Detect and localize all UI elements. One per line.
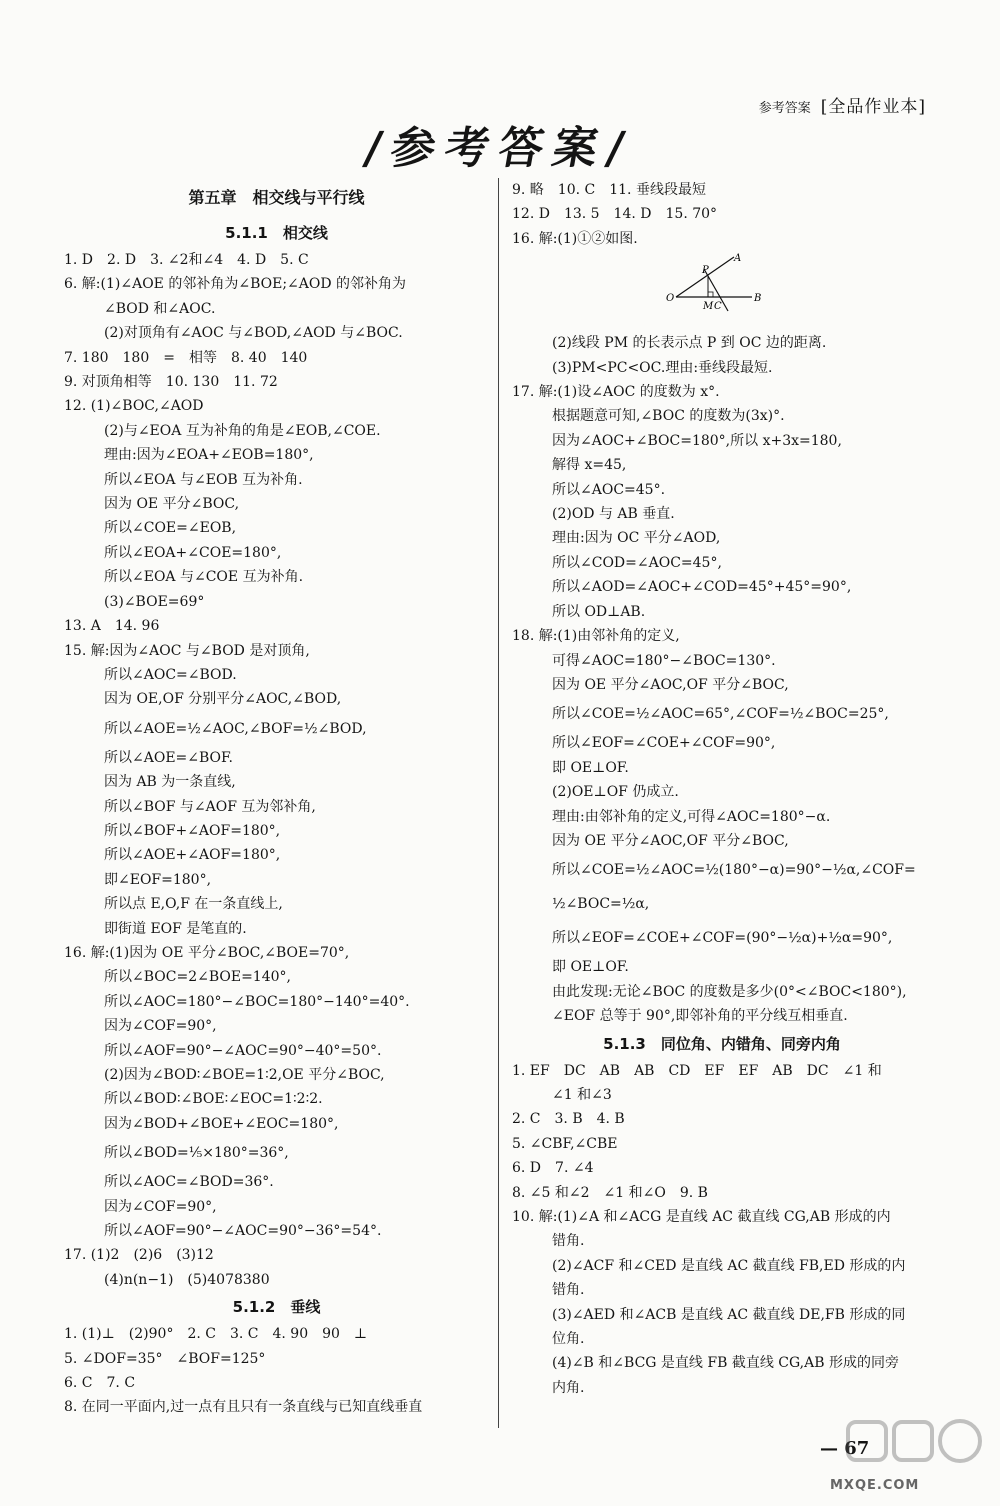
answer-line: 由此发现:无论∠BOC 的度数是多少(0°<∠BOC<180°), [552, 983, 907, 1000]
answer-line: 所以∠AOC=∠BOD=36°. [104, 1174, 274, 1191]
answer-line: 所以∠BOD=⅕×180°=36°, [104, 1145, 289, 1162]
section-heading: 5.1.2 垂线 [232, 1298, 321, 1317]
answer-line: 所以∠BOD∶∠BOE∶∠EOC=1∶2∶2. [104, 1091, 323, 1108]
page-title: /参考答案/ [360, 123, 638, 174]
answer-line: 因为 OE 平分∠AOC,OF 平分∠BOC, [552, 676, 789, 693]
answer-line: 因为 OE,OF 分别平分∠AOC,∠BOD, [104, 691, 342, 708]
answer-line: 10. 解:(1)∠A 和∠ACG 是直线 AC 截直线 CG,AB 形成的内 [512, 1209, 891, 1225]
answer-line: 所以∠COD=∠AOC=45°, [552, 554, 722, 571]
answer-line: 1. D 2. D 3. ∠2和∠4 4. D 5. C [64, 252, 309, 268]
answer-line: 即 OE⊥OF. [552, 959, 629, 976]
answer-line: 所以∠AOE=½∠AOC,∠BOF=½∠BOD, [104, 720, 367, 737]
answer-line: 所以∠BOF+∠AOF=180°, [104, 822, 281, 839]
answer-line: 17. (1)2 (2)6 (3)12 [64, 1247, 214, 1264]
answer-line: 8. 在同一平面内,过一点有且只有一条直线与已知直线垂直 [64, 1399, 423, 1416]
answer-line: 所以∠COE=½∠AOC=½(180°−α)=90°−½α,∠COF= [552, 862, 916, 879]
label-b: B [754, 293, 762, 305]
answer-line: 理由:由邻补角的定义,可得∠AOC=180°−α. [552, 808, 831, 825]
answer-line: 所以∠EOA+∠COE=180°, [104, 544, 282, 561]
answer-line: 6. 解:(1)∠AOE 的邻补角为∠BOE;∠AOD 的邻补角为 [64, 276, 407, 293]
answer-line: 12. (1)∠BOC,∠AOD [64, 398, 204, 415]
answer-line: 根据题意可知,∠BOC 的度数为(3x)°. [552, 408, 785, 425]
answer-line: 9. 略 10. C 11. 垂线段最短 [512, 182, 706, 198]
column-divider [498, 178, 499, 1428]
answer-line: 7. 180 180 = 相等 8. 40 140 [64, 349, 308, 366]
answer-line: 6. D 7. ∠4 [512, 1160, 594, 1177]
answer-line: 因为 AB 为一条直线, [104, 774, 236, 791]
answer-line: 所以∠AOF=90°−∠AOC=90°−36°=54°. [104, 1223, 382, 1240]
answer-line: 因为 OE 平分∠AOC,OF 平分∠BOC, [552, 832, 789, 849]
answer-line: ½∠BOC=½α, [552, 896, 650, 913]
answer-line: 17. 解:(1)设∠AOC 的度数为 x°. [512, 384, 720, 401]
answer-line: 错角. [552, 1282, 585, 1299]
label-p: P [702, 265, 709, 277]
answer-line: 13. A 14. 96 [64, 618, 160, 635]
answer-line: 6. C 7. C [64, 1375, 136, 1392]
answer-line: 5. ∠CBF,∠CBE [512, 1135, 618, 1152]
answer-line: 8. ∠5 和∠2 ∠1 和∠O 9. B [512, 1184, 708, 1201]
section-heading: 5.1.1 相交线 [225, 224, 328, 242]
watermark-text: MXQE.COM [830, 1478, 920, 1493]
answer-line: 所以∠AOE+∠AOF=180°, [104, 847, 281, 864]
answer-line: 即∠EOF=180°, [104, 871, 212, 888]
answer-line: ∠1 和∠3 [552, 1086, 612, 1103]
answer-line: 因为∠BOD+∠BOE+∠EOC=180°, [104, 1115, 339, 1132]
answer-line: (4)n(n−1) (5)4078380 [104, 1271, 270, 1288]
answer-line: 理由:因为∠EOA+∠EOB=180°, [104, 447, 314, 464]
label-c: C [714, 301, 722, 313]
header-book-name: [全品作业本] [820, 97, 926, 117]
answer-line: 2. C 3. B 4. B [512, 1111, 625, 1128]
header-ref-label: 参考答案 [758, 101, 811, 116]
answer-line: 所以∠EOF=∠COE+∠COF=90°, [552, 735, 776, 752]
left-column [64, 178, 489, 1420]
answer-line: (2)与∠EOA 互为补角的角是∠EOB,∠COE. [104, 422, 381, 439]
answer-line: 所以∠EOA 与∠COE 互为补角. [104, 569, 304, 586]
answer-line: (2)OD 与 AB 垂直. [552, 506, 675, 523]
answer-line: 理由:因为 OC 平分∠AOD, [552, 530, 721, 547]
answer-line: 1. (1)⊥ (2)90° 2. C 3. C 4. 90 90 ⊥ [64, 1326, 368, 1343]
answer-line: 解得 x=45, [552, 457, 627, 474]
answer-line: 1. EF DC AB AB CD EF EF AB DC ∠1 和 [512, 1062, 882, 1079]
answer-line: 因为 OE 平分∠BOC, [104, 496, 240, 513]
answer-line: 所以∠AOC=180°−∠BOC=180°−140°=40°. [104, 993, 410, 1010]
answer-line: 所以∠COE=∠EOB, [104, 520, 237, 537]
answer-line: 所以∠AOC=∠BOD. [104, 666, 237, 683]
answer-line: (3)PM<PC<OC.理由:垂线段最短. [552, 359, 773, 376]
right-column [512, 178, 932, 1400]
answer-line: 所以∠AOF=90°−∠AOC=90°−40°=50°. [104, 1042, 382, 1059]
answer-line: 5. ∠DOF=35° ∠BOF=125° [64, 1350, 266, 1367]
answer-line: 所以∠COE=½∠AOC=65°,∠COF=½∠BOC=25°, [552, 706, 889, 723]
section-heading: 第五章 相交线与平行线 [188, 188, 365, 207]
answer-line: 9. 对顶角相等 10. 130 11. 72 [64, 374, 278, 391]
answer-line: 16. 解:(1)因为 OE 平分∠BOC,∠BOE=70°, [64, 944, 350, 961]
answer-line: (3)∠BOE=69° [104, 593, 205, 610]
answer-line: (2)OE⊥OF 仍成立. [552, 784, 679, 801]
answer-line: 所以∠EOF=∠COE+∠COF=(90°−½α)+½α=90°, [552, 930, 893, 947]
answer-line: 所以∠AOE=∠BOF. [104, 749, 234, 766]
answer-line: 12. D 13. 5 14. D 15. 70° [512, 206, 718, 223]
answer-line: 所以 OD⊥AB. [552, 603, 646, 620]
answer-line: ∠EOF 总等于 90°,即邻补角的平分线互相垂直. [552, 1008, 848, 1025]
answer-line: 因为∠COF=90°, [104, 1198, 217, 1215]
answer-line: 所以点 E,O,F 在一条直线上, [104, 896, 283, 913]
answer-line: 所以∠EOA 与∠EOB 互为补角. [104, 471, 303, 488]
answer-line: (2)对顶角有∠AOC 与∠BOD,∠AOD 与∠BOC. [104, 325, 403, 342]
perpendicular-figure [662, 251, 772, 331]
answer-line: 16. 解:(1)①②如图. [512, 230, 638, 247]
answer-line: (2)线段 PM 的长表示点 P 到 OC 边的距离. [552, 335, 827, 352]
label-m: M [703, 301, 714, 313]
label-o: O [666, 293, 675, 305]
geometry-figure [512, 251, 932, 331]
answer-line: 即 OE⊥OF. [552, 759, 629, 776]
answer-line: 因为∠COF=90°, [104, 1018, 217, 1035]
answer-line: ∠BOD 和∠AOC. [104, 300, 216, 317]
answer-line: (2)因为∠BOD∶∠BOE=1∶2,OE 平分∠BOC, [104, 1067, 385, 1083]
answer-line: 可得∠AOC=180°−∠BOC=130°. [552, 652, 776, 669]
answer-line: 位角. [552, 1331, 585, 1348]
answer-line: 所以∠AOD=∠AOC+∠COD=45°+45°=90°, [552, 579, 852, 596]
label-a: A [734, 253, 742, 265]
page-number: — 67 [820, 1438, 870, 1459]
answer-line: 即街道 EOF 是笔直的. [104, 920, 247, 937]
answer-line: 内角. [552, 1379, 585, 1396]
answer-line: 15. 解:因为∠AOC 与∠BOD 是对顶角, [64, 642, 310, 659]
section-heading: 5.1.3 同位角、内错角、同旁内角 [603, 1034, 841, 1053]
answer-line: (4)∠B 和∠BCG 是直线 FB 截直线 CG,AB 形成的同旁 [552, 1355, 899, 1372]
answer-line: 因为∠AOC+∠BOC=180°,所以 x+3x=180, [552, 432, 842, 449]
answer-line: (3)∠AED 和∠ACB 是直线 AC 截直线 DE,FB 形成的同 [552, 1306, 906, 1323]
answer-line: 18. 解:(1)由邻补角的定义, [512, 628, 680, 645]
answer-line: 所以∠BOF 与∠AOF 互为邻补角, [104, 798, 316, 815]
answer-line: 所以∠BOC=2∠BOE=140°, [104, 969, 291, 986]
answer-line: (2)∠ACF 和∠CED 是直线 AC 截直线 FB,ED 形成的内 [552, 1257, 906, 1274]
answer-line: 错角. [552, 1233, 585, 1250]
answer-line: 所以∠AOC=45°. [552, 481, 666, 498]
